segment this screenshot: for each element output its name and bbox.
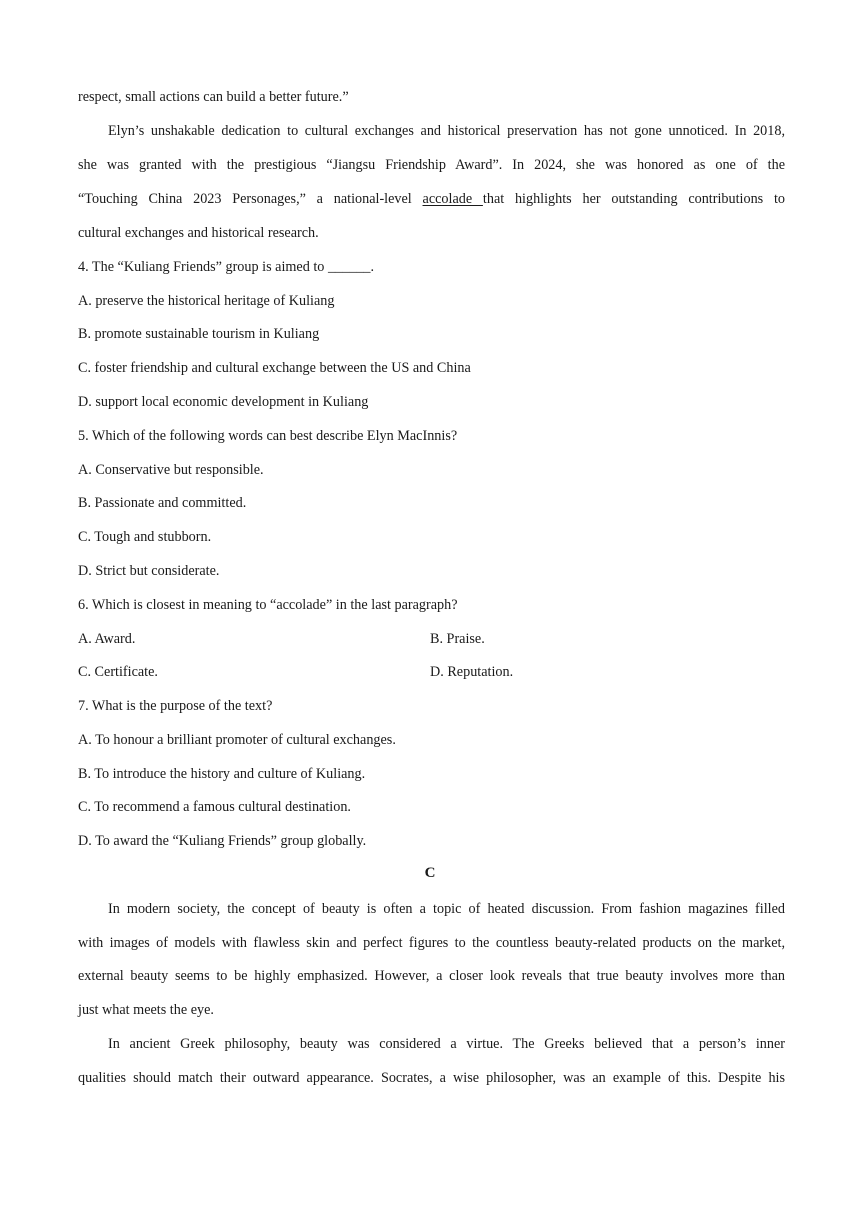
answer-option: B. Passionate and committed. <box>78 495 247 511</box>
underlined-word: accolade <box>422 191 483 207</box>
answer-option: D. support local economic development in Kuliang <box>78 394 369 410</box>
text-line: cultural exchanges and historical research. <box>78 225 319 241</box>
answer-option: A. preserve the historical heritage of Kuliang <box>78 293 335 309</box>
question-stem: 6. Which is closest in meaning to “accolade” in the last paragraph? <box>78 597 458 613</box>
text-line: In ancient Greek philosophy, beauty was considered a virtue. The Greeks believed that a person’s inner <box>108 1036 785 1052</box>
answer-option: C. Tough and stubborn. <box>78 529 212 545</box>
answer-option: B. To introduce the history and culture of Kuliang. <box>78 766 366 782</box>
answer-option: B. promote sustainable tourism in Kuliang <box>78 326 320 342</box>
answer-option: C. Certificate. <box>78 664 158 680</box>
answer-option: D. Strict but considerate. <box>78 563 220 579</box>
question-stem: 7. What is the purpose of the text? <box>78 698 273 714</box>
text-line: external beauty seems to be highly emphasized. However, a closer look reveals that true beauty involves more than <box>78 968 785 984</box>
section-heading: C <box>424 865 436 881</box>
text-line: with images of models with flawless skin and perfect figures to the countless beauty-related products on the market, <box>78 935 785 951</box>
answer-row <box>78 630 785 648</box>
answer-option: B. Praise. <box>430 631 485 647</box>
answer-option: C. foster friendship and cultural exchange between the US and China <box>78 360 471 376</box>
answer-option: C. To recommend a famous cultural destination. <box>78 799 351 815</box>
question-stem: 4. The “Kuliang Friends” group is aimed to ______. <box>78 259 375 275</box>
answer-option: D. To award the “Kuliang Friends” group globally. <box>78 833 367 849</box>
text-line: qualities should match their outward appearance. Socrates, a wise philosopher, was an example of this. Despite his <box>78 1070 785 1086</box>
text-line: Elyn’s unshakable dedication to cultural exchanges and historical preservation has not gone unnoticed. In 2018, <box>108 123 785 139</box>
answer-row <box>78 663 785 681</box>
text-fragment: that highlights her outstanding contributions to <box>482 191 785 207</box>
text-line: In modern society, the concept of beauty is often a topic of heated discussion. From fashion magazines filled <box>108 901 785 917</box>
question-stem: 5. Which of the following words can best describe Elyn MacInnis? <box>78 428 458 444</box>
text-line: she was granted with the prestigious “Jiangsu Friendship Award”. In 2024, she was honored as one of the <box>78 157 785 173</box>
text-fragment: “Touching China 2023 Personages,” a national-level <box>78 191 412 207</box>
text-line <box>78 190 785 208</box>
answer-option: A. Award. <box>78 631 136 647</box>
answer-option: A. Conservative but responsible. <box>78 462 264 478</box>
answer-option: D. Reputation. <box>430 664 514 680</box>
text-line: just what meets the eye. <box>78 1002 214 1018</box>
text-line: respect, small actions can build a better future.” <box>78 89 349 105</box>
answer-option: A. To honour a brilliant promoter of cultural exchanges. <box>78 732 396 748</box>
